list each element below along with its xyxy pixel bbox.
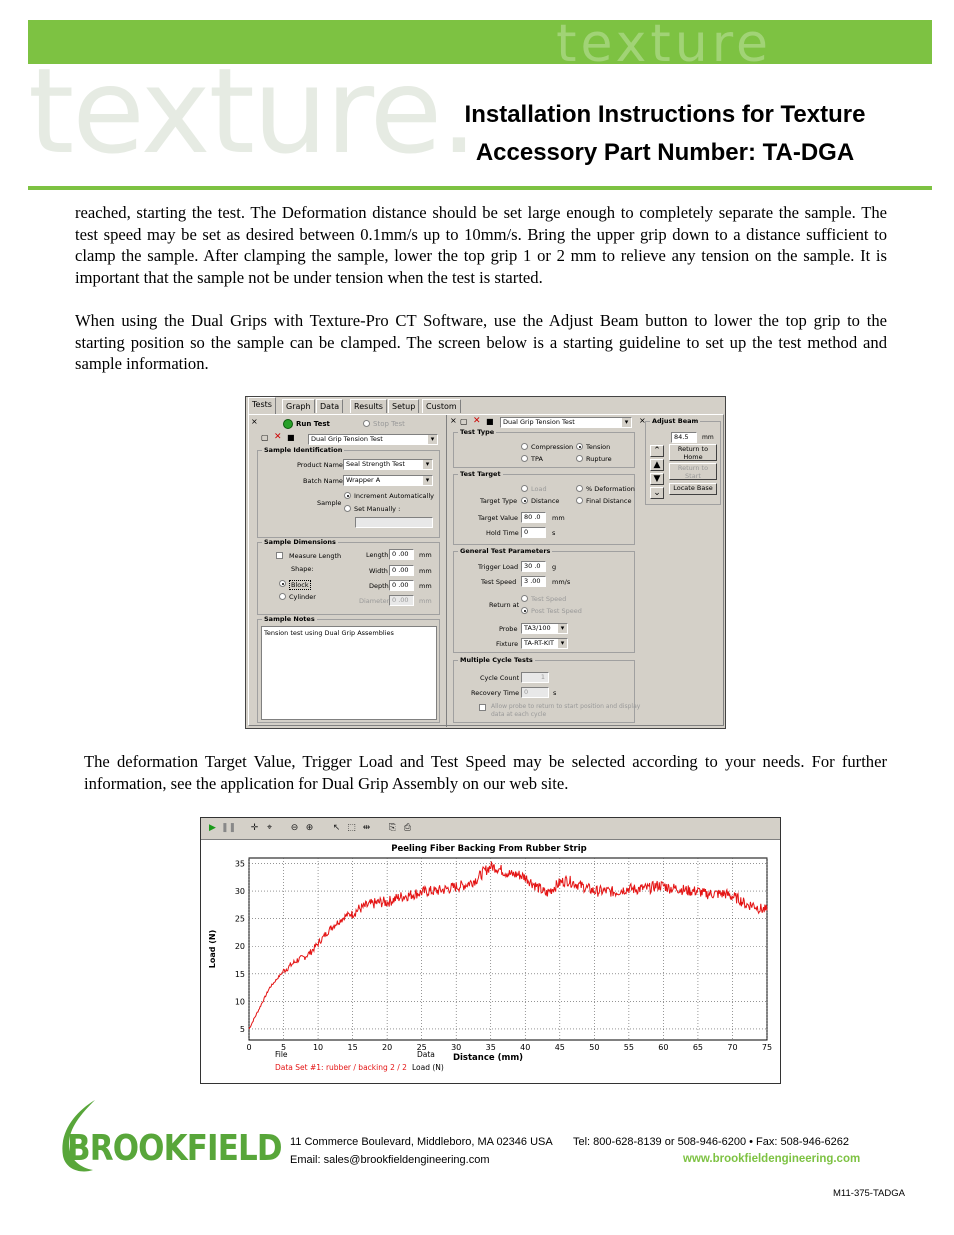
test-file-select[interactable]: Dual Grip Tension Test ▾ bbox=[500, 417, 632, 428]
logo-text: BROOKFIELD bbox=[67, 1128, 282, 1169]
tab-results[interactable]: Results bbox=[350, 399, 387, 413]
cylinder-label: Cylinder bbox=[289, 593, 316, 601]
target-value-label: Target Value bbox=[478, 514, 519, 522]
measure-length-label: Measure Length bbox=[289, 552, 342, 560]
x-tick-label: 70 bbox=[727, 1043, 738, 1052]
group-title: Test Type bbox=[460, 428, 495, 436]
tests-pane bbox=[248, 414, 724, 726]
x-tick-label: 55 bbox=[623, 1043, 634, 1052]
depth-label: Depth bbox=[369, 582, 389, 590]
new-file-icon[interactable]: ▢ bbox=[460, 417, 468, 426]
chart-title: Peeling Fiber Backing From Rubber Strip bbox=[391, 844, 587, 854]
close-icon[interactable]: × bbox=[639, 416, 646, 425]
y-tick-label: 35 bbox=[234, 859, 245, 869]
final-distance-label: Final Distance bbox=[586, 497, 632, 505]
save-icon[interactable]: ■ bbox=[486, 417, 494, 426]
tpa-label: TPA bbox=[531, 455, 543, 463]
print-icon[interactable]: ⎙ bbox=[403, 823, 412, 833]
product-name-label: Product Name bbox=[297, 461, 343, 469]
rupture-radio[interactable] bbox=[576, 455, 583, 462]
return-home-button[interactable]: Return to Home bbox=[669, 444, 717, 461]
group-title: Sample Identification bbox=[264, 446, 343, 454]
block-label: Block bbox=[291, 581, 309, 589]
tab-setup[interactable]: Setup bbox=[388, 399, 419, 413]
target-value-input[interactable]: 80 .0 bbox=[521, 512, 546, 523]
width-label: Width bbox=[369, 567, 388, 575]
depth-input[interactable]: 0 .00 bbox=[389, 580, 414, 591]
new-file-icon[interactable]: ▢ bbox=[261, 433, 269, 442]
y-tick-label: 10 bbox=[234, 997, 245, 1007]
return-start-button[interactable]: Return to Start bbox=[669, 463, 717, 480]
depth-unit: mm bbox=[419, 582, 432, 590]
test-speed-input[interactable]: 3 .00 bbox=[521, 576, 546, 587]
y-tick-label: 20 bbox=[234, 942, 245, 952]
return-post-speed-label: Post Test Speed bbox=[531, 607, 582, 615]
fast-down-icon[interactable]: ⌄ bbox=[650, 487, 664, 499]
trigger-unit: g bbox=[552, 563, 557, 571]
x-tick-label: 60 bbox=[658, 1043, 669, 1052]
shape-label: Shape: bbox=[291, 565, 314, 573]
down-icon[interactable]: ▼ bbox=[650, 473, 664, 485]
recovery-time-input[interactable]: 0 bbox=[521, 687, 549, 698]
return-test-speed-label: Test Speed bbox=[531, 595, 567, 603]
tab-bar bbox=[246, 397, 725, 414]
recovery-time-label: Recovery Time bbox=[471, 689, 520, 697]
load-radio[interactable] bbox=[521, 485, 528, 492]
stop-test-button[interactable]: Stop Test bbox=[373, 420, 405, 428]
x-tick-label: 45 bbox=[554, 1043, 565, 1052]
fit-icon[interactable]: ⇹ bbox=[362, 823, 371, 833]
return-start-checkbox[interactable] bbox=[479, 704, 486, 711]
set-manually-label: Set Manually : bbox=[354, 505, 401, 513]
column-divider bbox=[446, 415, 447, 727]
beam-unit: mm bbox=[702, 434, 714, 441]
increment-auto-radio[interactable] bbox=[344, 492, 351, 499]
trigger-load-label: Trigger Load bbox=[478, 563, 519, 571]
play-icon[interactable]: ▶ bbox=[209, 823, 216, 833]
group-title: Sample Dimensions bbox=[264, 538, 336, 546]
measure-length-checkbox[interactable] bbox=[276, 552, 283, 559]
recovery-unit: s bbox=[553, 689, 557, 697]
probe-select[interactable]: TA3/100 ▾ bbox=[521, 623, 568, 634]
group-title: Sample Notes bbox=[264, 615, 315, 623]
hold-time-input[interactable]: 0 bbox=[521, 527, 546, 538]
return-post-speed-radio[interactable] bbox=[521, 607, 528, 614]
diameter-unit: mm bbox=[419, 597, 432, 605]
sample-label: Sample bbox=[317, 499, 342, 507]
target-unit: mm bbox=[552, 514, 565, 522]
tab-custom[interactable]: Custom bbox=[422, 399, 461, 413]
legend-data-header: Data bbox=[417, 1050, 435, 1059]
cycle-count-label: Cycle Count bbox=[480, 674, 520, 682]
header-background-word: texture. bbox=[28, 42, 476, 180]
hold-unit: s bbox=[552, 529, 556, 537]
footer-url[interactable]: www.brookfieldengineering.com bbox=[683, 1153, 861, 1165]
header-ghost-text: texture bbox=[556, 14, 772, 74]
x-tick-label: 20 bbox=[382, 1043, 393, 1052]
delete-icon[interactable]: ✕ bbox=[473, 416, 481, 426]
x-tick-label: 30 bbox=[451, 1043, 462, 1052]
software-screenshot bbox=[245, 396, 726, 729]
group-title: General Test Parameters bbox=[460, 547, 551, 555]
close-icon[interactable]: × bbox=[251, 417, 258, 426]
stop-indicator-icon bbox=[363, 420, 370, 427]
return-start-note-2: data at each cycle bbox=[491, 711, 547, 718]
copy-icon[interactable]: ⎘ bbox=[388, 823, 397, 833]
footer-email[interactable]: Email: sales@brookfieldengineering.com bbox=[290, 1154, 490, 1166]
load-label: Load bbox=[531, 485, 547, 493]
group-title: Multiple Cycle Tests bbox=[460, 656, 533, 664]
x-tick-label: 50 bbox=[589, 1043, 600, 1052]
tension-label: Tension bbox=[586, 443, 611, 451]
width-unit: mm bbox=[419, 567, 432, 575]
target-type-label: Target Type bbox=[480, 497, 518, 505]
legend-series-name: Data Set #1: rubber / backing 2 / 2 bbox=[275, 1063, 407, 1072]
fixture-label: Fixture bbox=[496, 640, 519, 648]
pct-deformation-label: % Deformation bbox=[586, 485, 635, 493]
chart-plot bbox=[201, 818, 781, 1084]
save-icon[interactable]: ■ bbox=[287, 433, 295, 442]
fixture-select[interactable]: TA-RT-KIT ▾ bbox=[521, 638, 568, 649]
diameter-input[interactable]: 0 .00 bbox=[389, 595, 414, 606]
run-indicator-icon bbox=[283, 419, 293, 429]
sample-manual-input[interactable] bbox=[355, 517, 433, 528]
plot-area bbox=[249, 858, 767, 1040]
fast-up-icon[interactable]: ⌃ bbox=[650, 445, 664, 457]
page-title bbox=[400, 96, 930, 172]
rupture-label: Rupture bbox=[586, 455, 612, 463]
x-tick-label: 10 bbox=[312, 1043, 324, 1052]
y-tick-label: 5 bbox=[239, 1024, 245, 1034]
footer-address: 11 Commerce Boulevard, Middleboro, MA 02346 USA bbox=[290, 1136, 553, 1148]
sample-notes-textarea[interactable]: Tension test using Dual Grip Assemblies bbox=[261, 626, 437, 720]
tab-tests[interactable]: Tests bbox=[248, 397, 276, 414]
test-speed-label: Test Speed bbox=[481, 578, 517, 586]
set-manually-radio[interactable] bbox=[344, 505, 351, 512]
batch-name-select[interactable]: Wrapper A ▾ bbox=[343, 475, 433, 486]
legend-series-data: Load (N) bbox=[412, 1063, 444, 1072]
zoom-in-icon[interactable]: ⊕ bbox=[305, 823, 314, 833]
width-input[interactable]: 0 .00 bbox=[389, 565, 414, 576]
tab-data[interactable]: Data bbox=[316, 399, 343, 413]
return-start-note-1: Allow probe to return to start position and display bbox=[491, 703, 641, 710]
up-icon[interactable]: ▲ bbox=[650, 459, 664, 471]
tpa-radio[interactable] bbox=[521, 455, 528, 462]
return-at-label: Return at bbox=[489, 601, 520, 609]
length-label: Length bbox=[366, 551, 389, 559]
cycle-count-input[interactable]: 1 bbox=[521, 672, 549, 683]
group-title: Test Target bbox=[460, 470, 501, 478]
return-test-speed-radio[interactable] bbox=[521, 595, 528, 602]
crosshair-icon[interactable]: ✛ bbox=[250, 823, 259, 833]
footer-phone: Tel: 800-628-8139 or 508-946-6200 • Fax: 508-946-6262 bbox=[573, 1136, 849, 1148]
distance-radio[interactable] bbox=[521, 497, 528, 504]
delete-icon[interactable]: ✕ bbox=[274, 432, 282, 442]
x-tick-label: 25 bbox=[416, 1043, 427, 1052]
brookfield-logo bbox=[55, 1098, 282, 1174]
close-icon[interactable]: × bbox=[450, 416, 457, 425]
product-name-select[interactable]: Seal Strength Test ▾ bbox=[343, 459, 433, 470]
footer-doc-code: M11-375-TADGA bbox=[833, 1188, 905, 1199]
pct-deformation-radio[interactable] bbox=[576, 485, 583, 492]
tension-radio[interactable] bbox=[576, 443, 583, 450]
chart-screenshot bbox=[200, 817, 781, 1084]
header-rule bbox=[28, 186, 932, 190]
run-test-button[interactable]: Run Test bbox=[296, 420, 330, 428]
length-unit: mm bbox=[419, 551, 432, 559]
select-icon[interactable]: ⌖ bbox=[266, 823, 273, 833]
y-axis-label: Load (N) bbox=[208, 929, 217, 969]
x-tick-label: 35 bbox=[485, 1043, 496, 1052]
probe-label: Probe bbox=[499, 625, 518, 633]
y-tick-label: 30 bbox=[234, 887, 245, 897]
title-line-1: Installation Instructions for Texture bbox=[464, 101, 866, 128]
compression-radio[interactable] bbox=[521, 443, 528, 450]
x-tick-label: 5 bbox=[280, 1043, 287, 1052]
title-line-2: Accessory Part Number: TA-DGA bbox=[475, 139, 855, 166]
trigger-load-input[interactable]: 30 .0 bbox=[521, 561, 546, 572]
pause-icon[interactable]: ❚❚ bbox=[221, 823, 237, 833]
sample-file-select[interactable]: Dual Grip Tension Test ▾ bbox=[308, 434, 438, 445]
increment-auto-label: Increment Automatically bbox=[354, 492, 434, 500]
compression-label: Compression bbox=[531, 443, 574, 451]
marquee-icon[interactable]: ⬚ bbox=[347, 823, 356, 833]
hold-time-label: Hold Time bbox=[486, 529, 519, 537]
speed-unit: mm/s bbox=[552, 578, 571, 586]
cylinder-radio[interactable] bbox=[279, 593, 286, 600]
final-distance-radio[interactable] bbox=[576, 497, 583, 504]
tab-graph[interactable]: Graph bbox=[282, 399, 315, 413]
x-tick-label: 75 bbox=[761, 1043, 773, 1052]
x-tick-label: 0 bbox=[246, 1043, 252, 1052]
zoom-out-icon[interactable]: ⊖ bbox=[290, 823, 299, 833]
x-axis-label: Distance (mm) bbox=[452, 1053, 524, 1063]
pointer-icon[interactable]: ↖ bbox=[332, 823, 341, 833]
length-input[interactable]: 0 .00 bbox=[389, 549, 414, 560]
diameter-label: Diameter bbox=[359, 597, 390, 605]
locate-base-button[interactable]: Locate Base bbox=[669, 483, 717, 495]
legend-file-header: File bbox=[275, 1050, 288, 1059]
x-tick-label: 40 bbox=[520, 1043, 531, 1052]
x-tick-label: 65 bbox=[692, 1043, 704, 1052]
y-tick-label: 15 bbox=[234, 969, 245, 979]
x-tick-label: 15 bbox=[347, 1043, 358, 1052]
block-radio[interactable] bbox=[279, 580, 286, 587]
y-tick-label: 25 bbox=[234, 914, 245, 924]
distance-label: Distance bbox=[531, 497, 560, 505]
group-title: Adjust Beam bbox=[652, 417, 699, 425]
paragraph-1: reached, starting the test. The Deformation distance should be set large enough to completely separate the sample. The test speed may be set as desired between 0.1mm/s up to 10mm/s. Bring the upper grip down to a distance sufficient to clamp the sample. After clamping the sample, lower the top grip 1 or 2 mm to relieve any tension on the sample. It is important that the sample not be under tension when the test is started. bbox=[75, 203, 887, 287]
beam-position-display: 84.5 bbox=[671, 432, 697, 443]
paragraph-3: The deformation Target Value, Trigger Load and Test Speed may be selected according to your needs. For further information, see the application for Dual Grip Assembly on our web site. bbox=[84, 752, 887, 793]
paragraph-2: When using the Dual Grips with Texture-Pro CT Software, use the Adjust Beam button to lower the top grip to the starting position so the sample can be clamped. The screen below is a starting guideline to set up the test method and sample information. bbox=[75, 311, 887, 373]
batch-name-label: Batch Name bbox=[303, 477, 343, 485]
